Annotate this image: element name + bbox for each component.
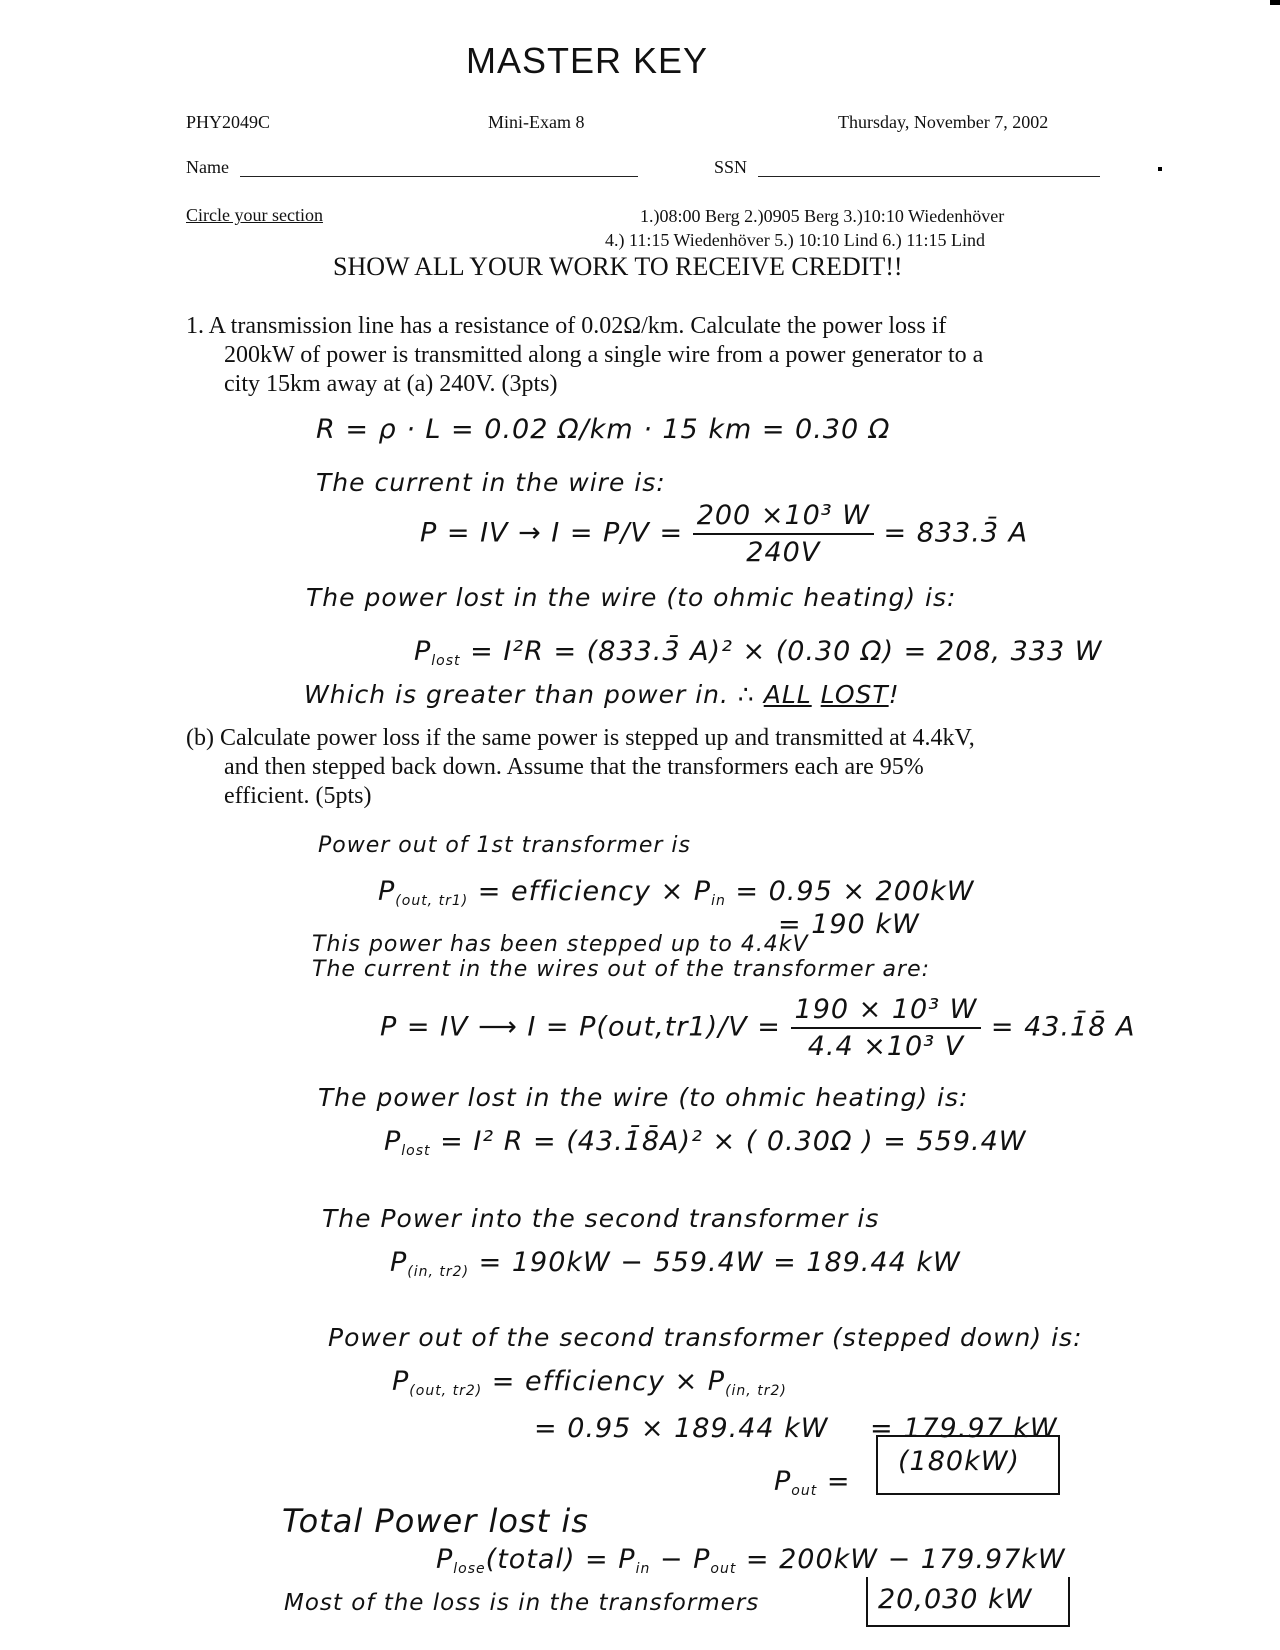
wire-loss-rest: = I² R = (43.1̄8̄A)² × ( 0.30Ω ) = 559.4W bbox=[430, 1126, 1027, 1157]
conclusion-lost: LOST bbox=[820, 680, 889, 709]
stepped-up-note: This power has been stepped up to 4.4kV bbox=[312, 932, 809, 957]
out-first-label: Power out of 1st transformer is bbox=[318, 833, 691, 858]
p-symbol: P bbox=[390, 1247, 408, 1278]
current-label-a: The current in the wire is: bbox=[316, 468, 666, 497]
p-subscript: (out, tr2) bbox=[409, 1383, 483, 1399]
p-subscript: out bbox=[791, 1483, 818, 1499]
current-numerator-a: 200 ×10³ W bbox=[693, 500, 874, 535]
out-first-result: = 190 kW bbox=[778, 909, 920, 940]
p-subscript: lost bbox=[401, 1143, 431, 1159]
wire-loss-equation bbox=[384, 1126, 1026, 1159]
total-answer: 20,030 kW bbox=[878, 1584, 1033, 1615]
out-second-calc: = 0.95 × 189.44 kW bbox=[534, 1413, 829, 1444]
out-first-rest: = efficiency × P bbox=[468, 876, 712, 907]
q1b-line2: and then stepped back down. Assume that the transformers each are 95% bbox=[224, 754, 924, 780]
p-out-subscript: out bbox=[710, 1561, 737, 1577]
current-equation-b bbox=[380, 994, 1135, 1062]
p-subscript: lose bbox=[453, 1561, 486, 1577]
current-lhs-b: P = IV ⟶ I = P(out,tr1)/V = bbox=[380, 1011, 781, 1043]
conclusion-a bbox=[304, 680, 900, 709]
out-second-equation bbox=[392, 1366, 787, 1399]
current-numerator-b: 190 × 10³ W bbox=[791, 994, 982, 1029]
current-result-a: = 833.3̄ A bbox=[883, 517, 1029, 549]
conclusion-prefix: Which is greater than power in. ∴ bbox=[304, 680, 764, 709]
out-first-rest2: = 0.95 × 200kW bbox=[725, 876, 975, 907]
current-fraction-a bbox=[693, 500, 874, 568]
q1b-line3: efficient. (5pts) bbox=[224, 783, 372, 809]
into-second-equation bbox=[390, 1247, 961, 1280]
current-label-b: The current in the wires out of the transformer are: bbox=[312, 957, 931, 982]
corner-mark bbox=[1270, 0, 1280, 5]
current-lhs-a: P = IV → I = P/V = bbox=[420, 517, 684, 549]
p-subscript: (out, tr1) bbox=[395, 893, 469, 909]
loss-note: Most of the loss is in the transformers bbox=[284, 1590, 760, 1616]
out-second-result: = 179.97 kW bbox=[870, 1413, 1058, 1444]
course-code: PHY2049C bbox=[186, 112, 271, 132]
resistance-equation: R = ρ · L = 0.02 Ω/km · 15 km = 0.30 Ω bbox=[316, 414, 891, 445]
total-minus: − P bbox=[650, 1544, 711, 1575]
p-symbol: P bbox=[774, 1466, 792, 1497]
p-in-subscript: in bbox=[635, 1561, 651, 1577]
section-label[interactable]: Circle your section bbox=[186, 205, 323, 225]
pout-answer: (180kW) bbox=[898, 1446, 1020, 1477]
q1-line3: city 15km away at (a) 240V. (3pts) bbox=[224, 371, 558, 397]
name-field[interactable] bbox=[240, 176, 638, 177]
current-fraction-b bbox=[791, 994, 982, 1062]
instruction-text: SHOW ALL YOUR WORK TO RECEIVE CREDIT!! bbox=[333, 252, 903, 281]
exam-name: Mini-Exam 8 bbox=[488, 112, 585, 132]
p-symbol: P bbox=[414, 636, 432, 667]
q1-line2: 200kW of power is transmitted along a single wire from a power generator to a bbox=[224, 342, 984, 368]
conclusion-all: ALL bbox=[763, 680, 812, 709]
stray-mark bbox=[1158, 167, 1162, 171]
total-values: = 200kW − 179.97kW bbox=[736, 1544, 1066, 1575]
conclusion-suffix: ! bbox=[888, 680, 900, 709]
power-lost-label-a: The power lost in the wire (to ohmic heating) is: bbox=[306, 583, 957, 612]
p-symbol: P bbox=[436, 1544, 454, 1575]
ssn-field[interactable] bbox=[758, 176, 1100, 177]
p-in-subscript: in bbox=[711, 893, 726, 909]
current-denominator-b: 4.4 ×10³ V bbox=[807, 1031, 965, 1062]
wire-loss-label: The power lost in the wire (to ohmic heating) is: bbox=[318, 1083, 969, 1112]
ssn-label: SSN bbox=[714, 157, 748, 177]
into-second-rest: = 190kW − 559.4W = 189.44 kW bbox=[469, 1247, 961, 1278]
out-first-equation bbox=[378, 876, 974, 909]
power-lost-rest-a: = I²R = (833.3̄ A)² × (0.30 Ω) = 208, 333 W bbox=[460, 636, 1103, 667]
p-symbol: P bbox=[392, 1366, 410, 1397]
p-symbol: P bbox=[384, 1126, 402, 1157]
name-label: Name bbox=[186, 157, 229, 177]
out-second-label: Power out of the second transformer (stepped down) is: bbox=[328, 1323, 1083, 1352]
total-equation bbox=[436, 1544, 1066, 1577]
q1-line1: 1. A transmission line has a resistance of 0.02Ω/km. Calculate the power loss if bbox=[186, 313, 947, 339]
p-subscript: (in, tr2) bbox=[407, 1264, 470, 1280]
total-rest: (total) = P bbox=[485, 1544, 636, 1575]
out-second-rest: = efficiency × P bbox=[482, 1366, 726, 1397]
current-equation-a bbox=[420, 500, 1028, 568]
into-second-label: The Power into the second transformer is bbox=[322, 1204, 880, 1233]
total-label: Total Power lost is bbox=[282, 1502, 589, 1540]
current-denominator-a: 240V bbox=[746, 537, 821, 568]
section-options-row2[interactable]: 4.) 11:15 Wiedenhöver 5.) 10:10 Lind 6.) 11:15 Lind bbox=[605, 230, 986, 250]
pout-equals: = bbox=[817, 1466, 851, 1497]
p-subscript: lost bbox=[431, 653, 461, 669]
p-in-subscript: (in, tr2) bbox=[725, 1383, 787, 1399]
p-symbol: P bbox=[378, 876, 396, 907]
section-options-row1[interactable]: 1.)08:00 Berg 2.)0905 Berg 3.)10:10 Wiedenhöver bbox=[640, 206, 1005, 226]
page-title: MASTER KEY bbox=[466, 40, 709, 81]
pout-equation bbox=[774, 1466, 850, 1499]
power-lost-equation-a bbox=[414, 636, 1102, 669]
q1b-line1: (b) Calculate power loss if the same power is stepped up and transmitted at 4.4kV, bbox=[186, 725, 975, 751]
current-result-b: = 43.1̄8̄ A bbox=[990, 1011, 1136, 1043]
exam-date: Thursday, November 7, 2002 bbox=[838, 112, 1049, 132]
